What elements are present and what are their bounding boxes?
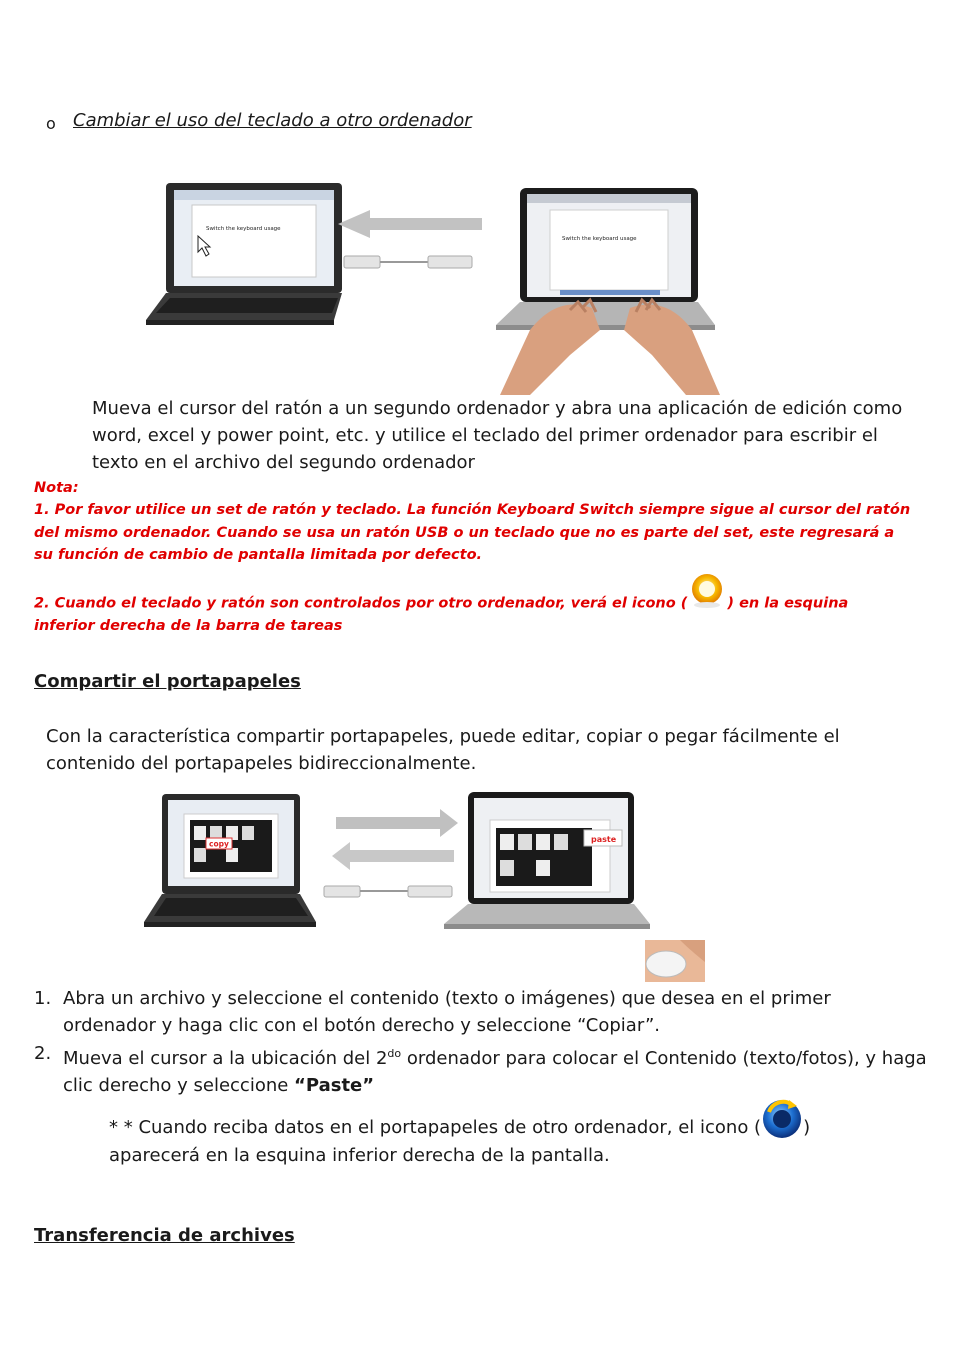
note-item-1: 1. Por favor utilice un set de ratón y teclado. La función Keyboard Switch siempre sigue al cursor del ratón del mismo ordenador. Cuando se usa un ratón USB o un teclado que no es parte del set, este regresará a su función de cambio de pantalla limitada por defecto. — [34, 502, 911, 563]
list-bullet: o — [46, 114, 56, 133]
left-screen-text: Switch the keyboard usage — [206, 226, 281, 232]
mouse-hand-image — [645, 940, 705, 982]
section-title-clipboard: Compartir el portapapeles — [34, 671, 301, 692]
note-item-2 — [34, 592, 914, 637]
section-title-file-transfer: Transferencia de archives — [34, 1225, 295, 1246]
note-item-2-text-b: ) en la esquina inferior derecha de la barra de tareas — [34, 595, 849, 634]
keyboard-switch-illustration — [130, 180, 730, 395]
clipboard-remark — [109, 1114, 889, 1169]
section-heading-keyboard: Cambiar el uso del teclado a otro ordenador — [73, 110, 472, 131]
right-screen-text: Switch the keyboard usage — [562, 236, 637, 242]
step-2-superscript: do — [387, 1047, 402, 1060]
clipboard-received-icon — [761, 1115, 803, 1142]
arrow-right-icon — [336, 809, 458, 837]
clipboard-sharing-illustration — [140, 790, 710, 985]
note-label: Nota: — [34, 480, 79, 496]
arrow-left-icon — [332, 842, 454, 870]
clipboard-intro: Con la característica compartir portapapeles, puede editar, copiar o pegar fácilmente el contenido del portapapeles bidireccionalmente. — [46, 726, 840, 774]
step-2-text-a: Mueva el cursor a la ubicación del 2 — [63, 1048, 388, 1069]
copy-label: copy — [209, 839, 229, 849]
usb-cable-icon — [344, 256, 472, 268]
left-laptop-image — [146, 183, 342, 325]
step-1-text: Abra un archivo y seleccione el contenido (texto o imágenes) que desea en el primer ordenador y haga clic con el botón derecho y seleccione “Copiar”. — [63, 988, 831, 1036]
right-laptop-image — [496, 188, 715, 330]
clipboard-remark-text-a: * * Cuando reciba datos en el portapapeles de otro ordenador, el icono ( — [109, 1117, 762, 1138]
clipboard-remark-text-b: ) aparecerá en la esquina inferior derecha de la pantalla. — [109, 1117, 811, 1166]
usb-cable-icon — [324, 886, 452, 897]
paste-label: paste — [591, 835, 617, 844]
right-laptop-image — [444, 792, 650, 929]
step-2-text — [63, 1040, 933, 1099]
step-2-number: 2. — [34, 1043, 52, 1064]
step-2-text-b: ordenador para colocar el Contenido (texto/fotos), y haga clic derecho y seleccione — [63, 1048, 927, 1096]
keyboard-control-icon — [687, 592, 727, 615]
paste-command: “Paste” — [294, 1075, 375, 1096]
note-item-2-text-a: 2. Cuando el teclado y ratón son controlados por otro ordenador, verá el icono ( — [34, 595, 688, 612]
left-laptop-image — [144, 794, 316, 927]
keyboard-paragraph: Mueva el cursor del ratón a un segundo ordenador y abra una aplicación de edición como word, excel y power point, etc. y utilice el teclado del primer ordenador para escribir el texto en el archivo del segundo ordenador — [92, 398, 903, 473]
arrow-left-icon — [338, 210, 482, 238]
step-1-number: 1. — [34, 988, 52, 1009]
